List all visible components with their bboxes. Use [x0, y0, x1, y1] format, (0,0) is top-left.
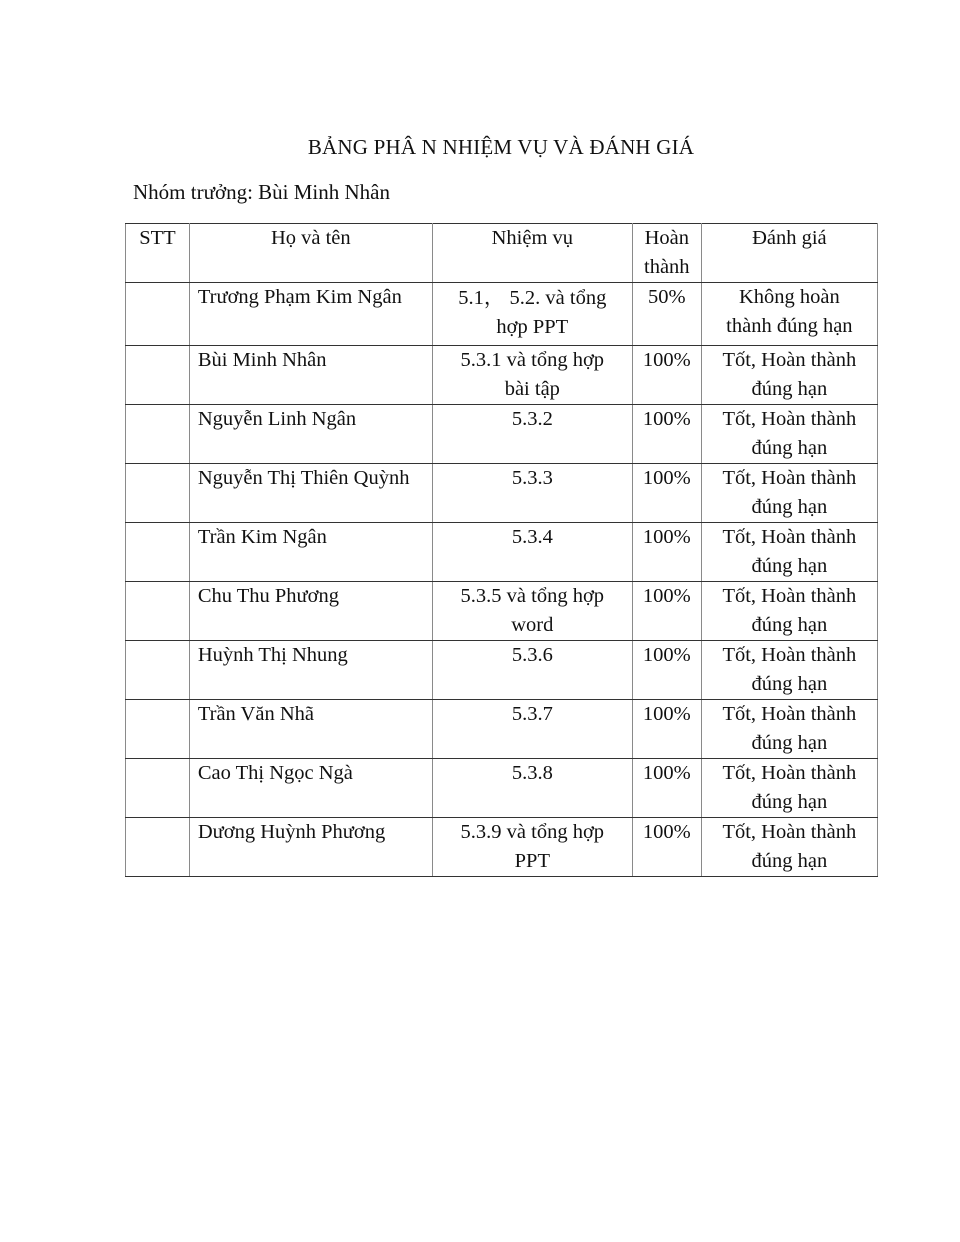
cell-task-line2: word	[511, 614, 554, 636]
cell-evaluation	[701, 818, 877, 877]
table-row	[126, 346, 878, 405]
cell-eval-line2: đúng hạn	[751, 791, 828, 813]
cell-stt	[126, 464, 190, 523]
cell-task-line1: 5.3.9 và tổng hợp	[460, 821, 605, 843]
cell-stt	[126, 283, 190, 346]
cell-completion: 50%	[632, 283, 701, 346]
cell-evaluation	[701, 582, 877, 641]
header-completion-line1: Hoàn	[644, 227, 689, 249]
cell-name: Dương Huỳnh Phương	[189, 818, 432, 877]
cell-stt	[126, 346, 190, 405]
cell-eval-line1: Tốt, Hoàn thành	[722, 526, 857, 548]
table-row	[126, 818, 878, 877]
cell-task-line1: 5.3.6	[511, 644, 553, 666]
cell-eval-line1: Tốt, Hoàn thành	[722, 408, 857, 430]
cell-task	[432, 523, 632, 582]
cell-task	[432, 346, 632, 405]
cell-completion: 100%	[632, 582, 701, 641]
cell-name: Huỳnh Thị Nhung	[189, 641, 432, 700]
cell-completion: 100%	[632, 759, 701, 818]
cell-evaluation	[701, 346, 877, 405]
cell-task-line2: bài tập	[504, 378, 560, 400]
cell-evaluation	[701, 759, 877, 818]
header-completion-line2: thành	[644, 256, 690, 278]
cell-completion: 100%	[632, 523, 701, 582]
cell-eval-line2: đúng hạn	[751, 437, 828, 459]
cell-stt	[126, 700, 190, 759]
cell-completion: 100%	[632, 464, 701, 523]
cell-task-line2: PPT	[514, 850, 550, 872]
cell-evaluation	[701, 405, 877, 464]
cell-task	[432, 759, 632, 818]
cell-task-line1: 5.3.4	[511, 526, 553, 548]
cell-eval-line1: Không hoàn	[738, 286, 840, 308]
cell-name: Nguyễn Linh Ngân	[189, 405, 432, 464]
cell-stt	[126, 641, 190, 700]
cell-task	[432, 405, 632, 464]
cell-stt	[126, 523, 190, 582]
group-leader-line: Nhóm trưởng: Bùi Minh Nhân	[133, 180, 390, 204]
cell-eval-line1: Tốt, Hoàn thành	[722, 585, 857, 607]
cell-task-line1: 5.3.3	[511, 467, 553, 489]
cell-completion: 100%	[632, 641, 701, 700]
cell-eval-line2: đúng hạn	[751, 555, 828, 577]
cell-eval-line2: đúng hạn	[751, 732, 828, 754]
table-row	[126, 582, 878, 641]
cell-eval-line1: Tốt, Hoàn thành	[722, 467, 857, 489]
cell-evaluation	[701, 700, 877, 759]
cell-completion: 100%	[632, 405, 701, 464]
cell-evaluation	[701, 641, 877, 700]
cell-eval-line1: Tốt, Hoàn thành	[722, 644, 857, 666]
cell-name: Nguyễn Thị Thiên Quỳnh	[189, 464, 432, 523]
table-row	[126, 405, 878, 464]
cell-task	[432, 464, 632, 523]
cell-task-line1: 5.1， 5.2. và tổng	[458, 287, 607, 309]
cell-eval-line2: đúng hạn	[751, 673, 828, 695]
cell-stt	[126, 405, 190, 464]
cell-task-line1: 5.3.5 và tổng hợp	[460, 585, 605, 607]
cell-task-line2: hợp PPT	[496, 316, 569, 338]
cell-name: Trương Phạm Kim Ngân	[189, 283, 432, 346]
cell-task	[432, 641, 632, 700]
cell-eval-line1: Tốt, Hoàn thành	[722, 703, 857, 725]
cell-stt	[126, 582, 190, 641]
cell-name: Bùi Minh Nhân	[189, 346, 432, 405]
table-row	[126, 464, 878, 523]
table-row	[126, 759, 878, 818]
cell-eval-line2: đúng hạn	[751, 614, 828, 636]
header-completion	[632, 224, 701, 283]
table-row	[126, 700, 878, 759]
cell-task-line1: 5.3.2	[511, 408, 553, 430]
cell-name: Trần Kim Ngân	[189, 523, 432, 582]
cell-name: Cao Thị Ngọc Ngà	[189, 759, 432, 818]
cell-task-line1: 5.3.7	[511, 703, 553, 725]
cell-task-line1: 5.3.1 và tổng hợp	[460, 349, 605, 371]
cell-evaluation	[701, 283, 877, 346]
document-title: BẢNG PHÂ N NHIỆM VỤ VÀ ĐÁNH GIÁ	[307, 135, 695, 159]
cell-eval-line2: đúng hạn	[751, 496, 828, 518]
cell-task	[432, 582, 632, 641]
header-evaluation: Đánh giá	[701, 224, 877, 283]
header-name: Họ và tên	[189, 224, 432, 283]
cell-evaluation	[701, 523, 877, 582]
header-stt: STT	[126, 224, 190, 283]
cell-completion: 100%	[632, 700, 701, 759]
cell-task	[432, 700, 632, 759]
table-row	[126, 283, 878, 346]
header-task: Nhiệm vụ	[432, 224, 632, 283]
cell-task-line1: 5.3.8	[511, 762, 553, 784]
cell-eval-line1: Tốt, Hoàn thành	[722, 762, 857, 784]
cell-eval-line2: đúng hạn	[751, 850, 828, 872]
cell-eval-line2: đúng hạn	[751, 378, 828, 400]
cell-evaluation	[701, 464, 877, 523]
table-row	[126, 641, 878, 700]
table-header-row	[126, 224, 878, 283]
cell-eval-line1: Tốt, Hoàn thành	[722, 349, 857, 371]
task-assignment-table	[125, 223, 878, 877]
cell-completion: 100%	[632, 346, 701, 405]
cell-completion: 100%	[632, 818, 701, 877]
cell-task	[432, 283, 632, 346]
cell-eval-line1: Tốt, Hoàn thành	[722, 821, 857, 843]
cell-stt	[126, 759, 190, 818]
cell-name: Chu Thu Phương	[189, 582, 432, 641]
cell-task	[432, 818, 632, 877]
table-row	[126, 523, 878, 582]
cell-name: Trần Văn Nhã	[189, 700, 432, 759]
cell-eval-line2: thành đúng hạn	[726, 315, 853, 337]
cell-stt	[126, 818, 190, 877]
